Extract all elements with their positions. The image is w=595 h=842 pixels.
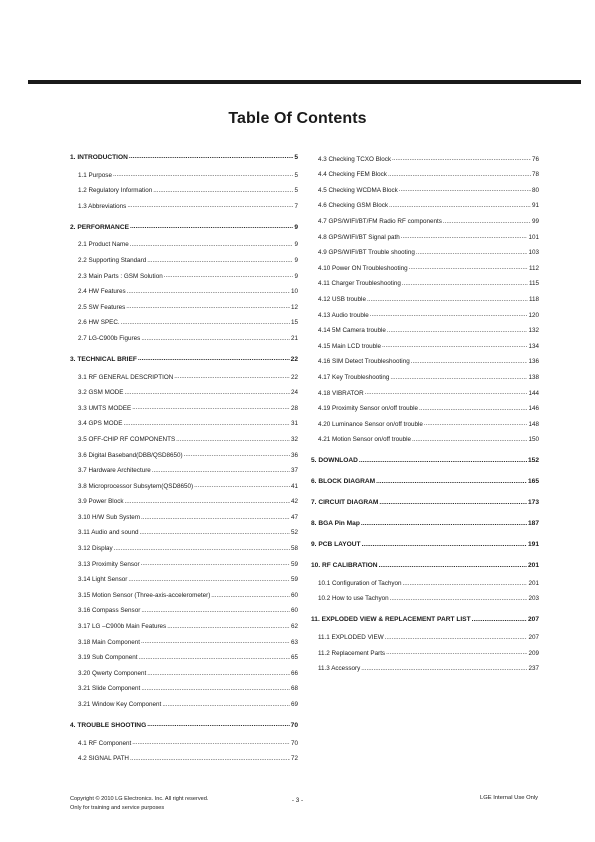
toc-entry-title: 3.10 H/W Sub System xyxy=(78,513,140,521)
toc-entry[interactable] xyxy=(70,692,298,708)
toc-entry-page: 9 xyxy=(294,241,298,249)
dot-leader xyxy=(147,671,290,677)
toc-section xyxy=(311,147,539,443)
toc-entry-page: 80 xyxy=(531,186,539,194)
toc-entry-title: 2.6 HW SPEC. xyxy=(78,319,120,327)
dot-leader xyxy=(387,328,528,334)
dot-leader xyxy=(411,359,528,365)
footer-training-note: Only for training and service purposes xyxy=(70,805,165,811)
toc-section-heading-title: 1. INTRODUCTION xyxy=(70,154,128,161)
toc-entry-page: 209 xyxy=(528,649,539,657)
dot-leader xyxy=(359,458,527,465)
dot-leader xyxy=(130,756,290,762)
toc-section-heading-title: 8. BGA Pin Map xyxy=(311,520,360,528)
dot-leader xyxy=(129,154,293,161)
dot-leader xyxy=(403,581,528,587)
toc-entry-page: 24 xyxy=(290,389,298,397)
toc-entry[interactable] xyxy=(311,571,539,587)
toc-entry[interactable] xyxy=(70,747,298,763)
toc-entry[interactable] xyxy=(70,661,298,677)
toc-entry[interactable] xyxy=(70,521,298,537)
toc-entry[interactable] xyxy=(70,163,298,179)
toc-entry[interactable] xyxy=(70,326,298,342)
dot-leader xyxy=(424,421,528,427)
toc-section-heading[interactable] xyxy=(70,349,298,363)
dot-leader xyxy=(379,500,527,507)
toc-entry-page: 66 xyxy=(290,669,298,677)
toc-entry-page: 78 xyxy=(531,171,539,179)
toc-entry-title: 3.1 RF GENERAL DESCRIPTION xyxy=(78,373,174,381)
footer-copyright: Copyright © 2010 LG Electronics. Inc. All right reserved. xyxy=(70,796,209,802)
toc-entry-title: 4.1 RF Component xyxy=(78,739,132,747)
toc-entry-page: 99 xyxy=(531,217,539,225)
toc-section xyxy=(311,534,539,548)
toc-section-heading[interactable] xyxy=(311,471,539,485)
dot-leader xyxy=(390,375,527,381)
toc-entry-page: 201 xyxy=(528,579,539,587)
toc-entry-title: 4.3 Checking TCXO Block xyxy=(318,155,392,163)
toc-entry[interactable] xyxy=(311,365,539,381)
dot-leader xyxy=(361,666,527,672)
toc-entry-page: 62 xyxy=(290,623,298,631)
toc-entry[interactable] xyxy=(70,365,298,381)
toc-entry-title: 4.21 Motion Sensor on/off trouble xyxy=(318,436,411,444)
toc-entry-page: 5 xyxy=(294,171,298,179)
toc-section-heading-page: 191 xyxy=(527,541,539,549)
toc-entry-title: 4.18 VIBRATOR xyxy=(318,389,364,397)
toc-entry-page: 22 xyxy=(290,373,298,381)
toc-entry-page: 144 xyxy=(528,389,539,397)
toc-entry-title: 11.1 EXPLODED VIEW xyxy=(318,634,384,642)
toc-section-heading[interactable] xyxy=(311,609,539,623)
toc-entry[interactable] xyxy=(70,194,298,210)
toc-section xyxy=(70,715,298,762)
dot-leader xyxy=(379,563,527,570)
toc-entry-title: 2.3 Main Parts : GSM Solution xyxy=(78,272,163,280)
toc-entry-title: 2.1 Product Name xyxy=(78,241,129,249)
toc-entry-page: 138 xyxy=(528,373,539,381)
toc-entry[interactable] xyxy=(311,194,539,210)
dot-leader xyxy=(370,312,528,318)
toc-entry-page: 37 xyxy=(290,467,298,475)
dot-leader xyxy=(141,561,290,567)
toc-section-heading-page: 165 xyxy=(527,478,539,486)
dot-leader xyxy=(365,390,528,396)
dot-leader xyxy=(367,297,528,303)
page-title: Table Of Contents xyxy=(228,110,367,127)
toc-section-heading-title: 10. RF CALIBRATION xyxy=(311,562,378,570)
toc-entry-page: 58 xyxy=(290,545,298,553)
toc-entry-title: 4.13 Audio trouble xyxy=(318,311,369,319)
dot-leader xyxy=(361,521,527,528)
toc-section-heading-page: 201 xyxy=(527,562,539,570)
toc-entry-title: 2.4 HW Features xyxy=(78,288,126,296)
dot-leader xyxy=(126,304,290,310)
toc-section-heading-title: 9. PCB LAYOUT xyxy=(311,541,361,549)
dot-leader xyxy=(147,258,293,264)
toc-section-heading-page: 5 xyxy=(294,154,298,161)
toc-entry-title: 10.2 How to use Tachyon xyxy=(318,595,389,603)
toc-entry-page: 36 xyxy=(290,451,298,459)
dot-leader xyxy=(141,608,290,614)
dot-leader xyxy=(389,203,531,209)
dot-leader xyxy=(125,499,290,505)
toc-entry[interactable] xyxy=(70,474,298,490)
dot-leader xyxy=(114,546,290,552)
toc-section-heading[interactable] xyxy=(311,534,539,548)
toc-entry-page: 15 xyxy=(290,319,298,327)
dot-leader xyxy=(388,172,531,178)
toc-entry-page: 101 xyxy=(528,233,539,241)
dot-leader xyxy=(132,740,290,746)
toc-entry-page: 5 xyxy=(294,187,298,195)
toc-entry-title: 4.10 Power ON Troubleshooting xyxy=(318,264,408,272)
toc-entry-title: 4.7 GPS/WIFI/BT/FM Radio RF components xyxy=(318,217,442,225)
dot-leader xyxy=(127,289,290,295)
toc-entry-page: 112 xyxy=(528,264,539,272)
toc-section-heading-page: 173 xyxy=(527,499,539,507)
toc-entry-page: 132 xyxy=(528,327,539,335)
toc-entry-page: 72 xyxy=(290,755,298,763)
toc-entry-title: 3.7 Hardware Architecture xyxy=(78,467,151,475)
toc-entry-page: 42 xyxy=(290,498,298,506)
toc-entry-title: 4.12 USB trouble xyxy=(318,295,366,303)
toc-entry-page: 146 xyxy=(528,405,539,413)
toc-section xyxy=(311,450,539,464)
toc-section-heading-title: 3. TECHNICAL BRIEF xyxy=(70,355,137,363)
toc-entry-page: 134 xyxy=(528,342,539,350)
toc-entry[interactable] xyxy=(311,397,539,413)
dot-leader xyxy=(386,650,527,656)
toc-entry[interactable] xyxy=(70,614,298,630)
toc-entry[interactable] xyxy=(311,641,539,657)
toc-entry-page: 136 xyxy=(528,358,539,366)
toc-entry-page: 68 xyxy=(290,685,298,693)
toc-right-column xyxy=(311,147,539,679)
toc-section-heading-title: 5. DOWNLOAD xyxy=(311,457,358,465)
toc-entry[interactable] xyxy=(70,536,298,552)
dot-leader xyxy=(194,483,290,489)
toc-entry-title: 3.20 Qwerty Component xyxy=(78,669,147,677)
dot-leader xyxy=(152,468,290,474)
toc-entry[interactable] xyxy=(70,179,298,195)
toc-section xyxy=(70,349,298,708)
dot-leader xyxy=(153,188,293,194)
toc-section-heading-title: 6. BLOCK DIAGRAM xyxy=(311,478,376,486)
toc-entry-page: 10 xyxy=(290,288,298,296)
toc-entry[interactable] xyxy=(70,505,298,521)
dot-leader xyxy=(141,515,290,521)
toc-section-heading-page: 70 xyxy=(290,722,298,729)
toc-entry[interactable] xyxy=(311,241,539,257)
dot-leader xyxy=(419,406,527,412)
toc-entry[interactable] xyxy=(70,264,298,280)
toc-entry[interactable] xyxy=(70,630,298,646)
dot-leader xyxy=(382,343,527,349)
toc-entry-title: 4.20 Luminance Sensor on/off trouble xyxy=(318,420,423,428)
toc-section-heading[interactable] xyxy=(70,217,298,231)
toc-entry[interactable] xyxy=(70,568,298,584)
toc-entry-title: 3.12 Display xyxy=(78,545,113,553)
toc-entry[interactable] xyxy=(70,381,298,397)
toc-section xyxy=(70,217,298,342)
dot-leader xyxy=(390,596,528,602)
toc-entry-page: 91 xyxy=(531,202,539,210)
toc-entry-page: 120 xyxy=(528,311,539,319)
toc-entry[interactable] xyxy=(70,412,298,428)
toc-entry[interactable] xyxy=(311,350,539,366)
toc-entry[interactable] xyxy=(70,443,298,459)
toc-entry-page: 103 xyxy=(528,249,539,257)
toc-entry[interactable] xyxy=(311,225,539,241)
dot-leader xyxy=(139,655,290,661)
toc-entry-title: 3.18 Main Component xyxy=(78,638,140,646)
toc-entry-page: 60 xyxy=(290,607,298,615)
toc-entry[interactable] xyxy=(311,381,539,397)
dot-leader xyxy=(130,242,294,248)
toc-entry-page: 9 xyxy=(294,256,298,264)
toc-entry[interactable] xyxy=(70,459,298,475)
toc-entry-page: 21 xyxy=(290,334,298,342)
toc-entry[interactable] xyxy=(70,233,298,249)
dot-leader xyxy=(141,639,290,645)
toc-entry-page: 65 xyxy=(290,654,298,662)
toc-section-heading-page: 22 xyxy=(290,355,298,363)
toc-entry-title: 1.3 Abbreviations xyxy=(78,202,127,210)
dot-leader xyxy=(416,250,528,256)
toc-entry[interactable] xyxy=(311,209,539,225)
toc-section-heading[interactable] xyxy=(311,450,539,464)
toc-section-heading-title: 4. TROUBLE SHOOTING xyxy=(70,722,147,729)
toc-section xyxy=(70,147,298,210)
toc-section xyxy=(311,513,539,527)
toc-entry-page: 203 xyxy=(528,595,539,603)
toc-section-heading-title: 11. EXPLODED VIEW & REPLACEMENT PART LIST xyxy=(311,616,471,624)
toc-entry[interactable] xyxy=(70,248,298,264)
toc-entry-title: 4.2 SIGNAL PATH xyxy=(78,755,129,763)
toc-entry-title: 4.5 Checking WCDMA Block xyxy=(318,186,398,194)
toc-entry-title: 1.1 Purpose xyxy=(78,171,112,179)
dot-leader xyxy=(128,577,290,583)
toc-entry-page: 207 xyxy=(528,634,539,642)
dot-leader xyxy=(127,203,293,209)
toc-entry-page: 63 xyxy=(290,638,298,646)
toc-entry-title: 3.9 Power Block xyxy=(78,498,124,506)
toc-entry-title: 4.16 SIM Detect Troubleshooting xyxy=(318,358,410,366)
toc-entry[interactable] xyxy=(311,163,539,179)
toc-entry[interactable] xyxy=(70,280,298,296)
toc-entry-title: 2.5 SW Features xyxy=(78,303,126,311)
toc-entry-title: 4.11 Charger Troubleshooting xyxy=(318,280,401,288)
toc-entry-title: 3.21 Window Key Component xyxy=(78,701,162,708)
toc-entry[interactable] xyxy=(311,272,539,288)
toc-entry-title: 3.13 Proximity Sensor xyxy=(78,560,140,568)
dot-leader xyxy=(113,172,294,178)
dot-leader xyxy=(443,219,531,225)
footer-page-number: - 3 - xyxy=(291,797,304,804)
toc-entry[interactable] xyxy=(70,396,298,412)
dot-leader xyxy=(147,722,289,729)
toc-entry-title: 4.19 Proximity Sensor on/off trouble xyxy=(318,405,418,413)
toc-entry[interactable] xyxy=(311,303,539,319)
toc-entry-page: 9 xyxy=(294,272,298,280)
toc-entry-title: 11.2 Replacement Parts xyxy=(318,649,386,657)
toc-entry-title: 3.8 Microprocessor Subsytem(QSD8650) xyxy=(78,482,194,490)
toc-entry-title: 3.15 Motion Sensor (Three-axis-accelerometer) xyxy=(78,591,211,599)
dot-leader xyxy=(472,617,527,624)
toc-section-heading-page: 9 xyxy=(294,223,298,231)
toc-entry-page: 69 xyxy=(290,701,298,708)
toc-section-heading-page: 187 xyxy=(527,520,539,528)
dot-leader xyxy=(211,593,290,599)
toc-entry[interactable] xyxy=(70,295,298,311)
toc-entry[interactable] xyxy=(311,334,539,350)
toc-entry[interactable] xyxy=(70,583,298,599)
toc-section xyxy=(311,492,539,506)
dot-leader xyxy=(399,187,531,193)
toc-entry-page: 115 xyxy=(528,280,539,288)
dot-leader xyxy=(139,530,290,536)
toc-section-heading[interactable] xyxy=(311,513,539,527)
dot-leader xyxy=(385,635,528,641)
toc-entry-title: 3.3 UMTS MODEE xyxy=(78,404,132,412)
toc-entry-title: 4.17 Key Troubleshooting xyxy=(318,373,390,381)
toc-entry-title: 3.4 GPS MODE xyxy=(78,420,123,428)
toc-entry-page: 28 xyxy=(290,404,298,412)
toc-entry-title: 3.6 Digital Baseband(DBB/QSD8650) xyxy=(78,451,183,459)
toc-entry-page: 31 xyxy=(290,420,298,428)
toc-entry-page: 59 xyxy=(290,576,298,584)
toc-entry[interactable] xyxy=(311,147,539,163)
toc-section-heading[interactable] xyxy=(311,492,539,506)
dot-leader xyxy=(123,421,290,427)
toc-entry[interactable] xyxy=(311,287,539,303)
toc-entry-page: 70 xyxy=(290,739,298,747)
toc-entry[interactable] xyxy=(311,625,539,641)
toc-entry-page: 52 xyxy=(290,529,298,537)
toc-entry[interactable] xyxy=(70,490,298,506)
toc-entry-page: 118 xyxy=(528,295,539,303)
toc-entry-page: 7 xyxy=(294,202,298,210)
toc-entry[interactable] xyxy=(70,599,298,615)
toc-section-heading-page: 207 xyxy=(527,616,539,624)
dot-leader xyxy=(125,390,290,396)
dot-leader xyxy=(130,224,293,231)
top-rule xyxy=(28,80,581,84)
toc-entry-title: 4.8 GPS/WIFI/BT Signal path xyxy=(318,233,400,241)
toc-entry-page: 237 xyxy=(528,665,539,673)
toc-entry[interactable] xyxy=(70,311,298,327)
toc-entry[interactable] xyxy=(70,677,298,693)
toc-section xyxy=(311,609,539,672)
toc-entry-title: 3.5 OFF-CHIP RF COMPONENTS xyxy=(78,435,176,443)
toc-entry[interactable] xyxy=(70,552,298,568)
dot-leader xyxy=(401,234,528,240)
toc-entry-page: 60 xyxy=(290,591,298,599)
toc-entry[interactable] xyxy=(70,427,298,443)
toc-entry[interactable] xyxy=(70,731,298,747)
dot-leader xyxy=(402,281,528,287)
toc-entry-page: 59 xyxy=(290,560,298,568)
toc-entry-page: 47 xyxy=(290,513,298,521)
dot-leader xyxy=(184,452,290,458)
toc-entry[interactable] xyxy=(311,657,539,673)
toc-entry-title: 1.2 Regulatory Information xyxy=(78,187,153,195)
toc-entry-title: 3.11 Audio and sound xyxy=(78,529,139,537)
toc-entry-title: 3.17 LG –C900b Main Features xyxy=(78,623,167,631)
dot-leader xyxy=(376,479,527,486)
toc-section-heading-title: 7. CIRCUIT DIAGRAM xyxy=(311,499,379,507)
toc-section-heading-title: 2. PERFORMANCE xyxy=(70,223,129,231)
toc-entry-title: 3.19 Sub Component xyxy=(78,654,138,662)
toc-section-heading[interactable] xyxy=(311,555,539,569)
toc-entry[interactable] xyxy=(311,178,539,194)
dot-leader xyxy=(138,356,290,363)
dot-leader xyxy=(362,542,527,549)
toc-entry-title: 2.2 Supporting Standard xyxy=(78,256,147,264)
toc-entry-title: 3.21 Slide Component xyxy=(78,685,141,693)
toc-entry[interactable] xyxy=(311,319,539,335)
toc-entry[interactable] xyxy=(311,256,539,272)
toc-entry-title: 11.3 Accessory xyxy=(318,665,361,673)
dot-leader xyxy=(167,624,290,630)
dot-leader xyxy=(392,156,531,162)
toc-entry-title: 3.16 Compass Sensor xyxy=(78,607,141,615)
toc-entry-title: 4.15 Main LCD trouble xyxy=(318,342,382,350)
toc-section xyxy=(311,471,539,485)
dot-leader xyxy=(121,320,290,326)
toc-entry[interactable] xyxy=(311,428,539,444)
toc-section xyxy=(311,555,539,602)
toc-entry-title: 3.14 Light Sensor xyxy=(78,576,128,584)
toc-left-column xyxy=(70,147,298,769)
toc-section-heading[interactable] xyxy=(70,715,298,729)
dot-leader xyxy=(141,686,290,692)
toc-entry-title: 4.14 5M Camera trouble xyxy=(318,327,386,335)
toc-entry-page: 148 xyxy=(528,420,539,428)
toc-entry-page: 76 xyxy=(531,155,539,163)
dot-leader xyxy=(132,405,290,411)
toc-entry-title: 3.2 GSM MODE xyxy=(78,389,124,397)
toc-entry-title: 10.1 Configuration of Tachyon xyxy=(318,579,402,587)
toc-entry-title: 2.7 LG-C900b Figures xyxy=(78,334,141,342)
toc-section-heading[interactable] xyxy=(70,147,298,161)
toc-entry-page: 150 xyxy=(528,436,539,444)
dot-leader xyxy=(164,273,294,279)
toc-entry-page: 41 xyxy=(290,482,298,490)
footer-classification: LGE Internal Use Only xyxy=(480,795,538,801)
dot-leader xyxy=(141,336,290,342)
dot-leader xyxy=(162,702,290,708)
dot-leader xyxy=(412,437,527,443)
toc-entry[interactable] xyxy=(70,646,298,662)
dot-leader xyxy=(176,437,290,443)
dot-leader xyxy=(174,374,290,380)
toc-entry[interactable] xyxy=(311,587,539,603)
toc-entry-title: 4.6 Checking GSM Block xyxy=(318,202,388,210)
toc-entry[interactable] xyxy=(311,412,539,428)
dot-leader xyxy=(409,265,528,271)
toc-section-heading-page: 152 xyxy=(527,457,539,465)
toc-entry-title: 4.9 GPS/WIFI/BT Trouble shooting xyxy=(318,249,415,257)
toc-entry-page: 32 xyxy=(290,435,298,443)
toc-entry-page: 12 xyxy=(290,303,298,311)
toc-entry-title: 4.4 Checking FEM Block xyxy=(318,171,387,179)
